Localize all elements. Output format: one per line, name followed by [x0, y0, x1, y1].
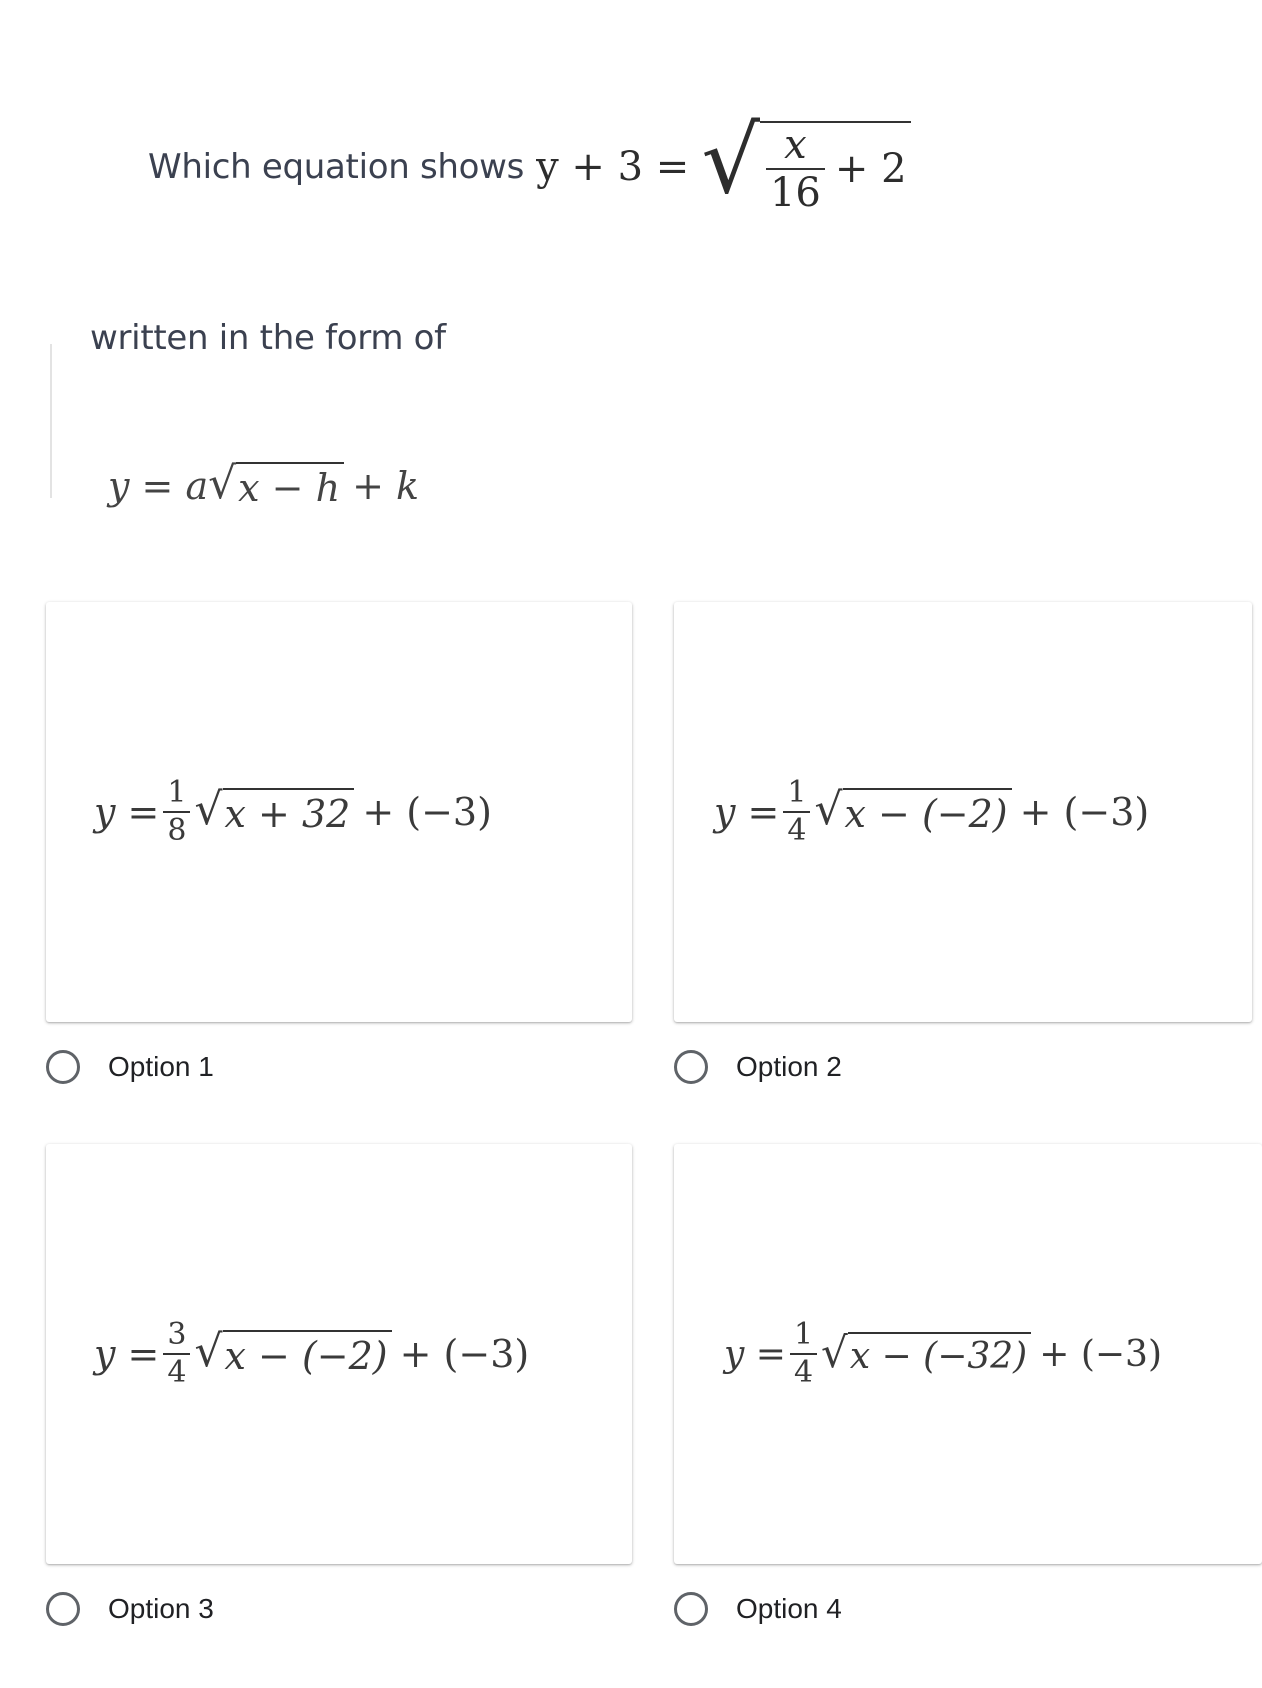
eq-tail: + (−3)	[362, 790, 492, 834]
form-left: y = a	[108, 464, 209, 508]
radical-sign-icon: √	[701, 107, 760, 214]
eq-lhs: y =	[714, 790, 780, 834]
frac-num: 1	[793, 1317, 814, 1352]
frac-num: 1	[167, 775, 187, 810]
option-2-radio[interactable]	[674, 1050, 842, 1084]
eq-lhs: y =	[94, 1332, 160, 1376]
radical-sign-icon: √	[194, 1326, 223, 1377]
form-radicand: x − h	[236, 462, 344, 510]
radio-circle-icon[interactable]	[674, 1050, 708, 1084]
frac-den: 8	[167, 813, 187, 848]
eq-tail: + (−3)	[1019, 790, 1150, 834]
eq-lhs: y =	[724, 1333, 786, 1375]
option-3-label: Option 3	[108, 1593, 214, 1624]
option-1-label: Option 1	[108, 1051, 214, 1082]
option-1-radio[interactable]	[46, 1050, 214, 1084]
frac-den: 4	[787, 813, 807, 848]
question-prefix: Which equation shows	[148, 147, 525, 187]
form-right: + k	[352, 464, 420, 508]
option-2-card[interactable]	[674, 602, 1252, 1022]
option-3-radio[interactable]	[46, 1592, 214, 1626]
radical-sign-icon: √	[208, 458, 237, 509]
radicand: x − (−2)	[223, 1330, 392, 1378]
question-sqrt	[701, 107, 910, 216]
question-frac-den: 16	[769, 170, 821, 216]
question-form-text: written in the form of	[90, 318, 446, 358]
eq-tail: + (−3)	[1039, 1333, 1162, 1375]
radio-circle-icon[interactable]	[674, 1592, 708, 1626]
form-equation	[108, 458, 420, 510]
question-equation	[536, 107, 910, 216]
question-line-1	[148, 107, 911, 222]
frac-den: 4	[167, 1355, 187, 1390]
eq-lhs: y =	[94, 790, 160, 834]
divider-line	[50, 344, 52, 498]
option-3-card[interactable]	[46, 1144, 632, 1564]
radical-sign-icon: √	[814, 784, 843, 835]
form-sqrt	[208, 458, 344, 510]
option-1-card[interactable]	[46, 602, 632, 1022]
option-4-label: Option 4	[736, 1593, 842, 1624]
question-line-2	[90, 318, 446, 358]
option-2-label: Option 2	[736, 1051, 842, 1082]
radicand: x − (−32)	[848, 1332, 1031, 1377]
question-frac-num: x	[784, 122, 807, 168]
radical-sign-icon: √	[194, 784, 223, 835]
eq-tail: + (−3)	[399, 1332, 530, 1376]
radicand: x − (−2)	[843, 788, 1012, 836]
radicand: x + 32	[223, 788, 355, 836]
frac-num: 3	[167, 1317, 187, 1352]
frac-num: 1	[787, 775, 807, 810]
question-plus-const: + 2	[834, 146, 907, 192]
radical-sign-icon: √	[821, 1327, 848, 1377]
question-lhs: y + 3 =	[536, 144, 690, 190]
frac-den: 4	[793, 1355, 814, 1390]
radio-circle-icon[interactable]	[46, 1592, 80, 1626]
option-4-card[interactable]	[674, 1144, 1262, 1564]
radio-circle-icon[interactable]	[46, 1050, 80, 1084]
option-4-radio[interactable]	[674, 1592, 842, 1626]
